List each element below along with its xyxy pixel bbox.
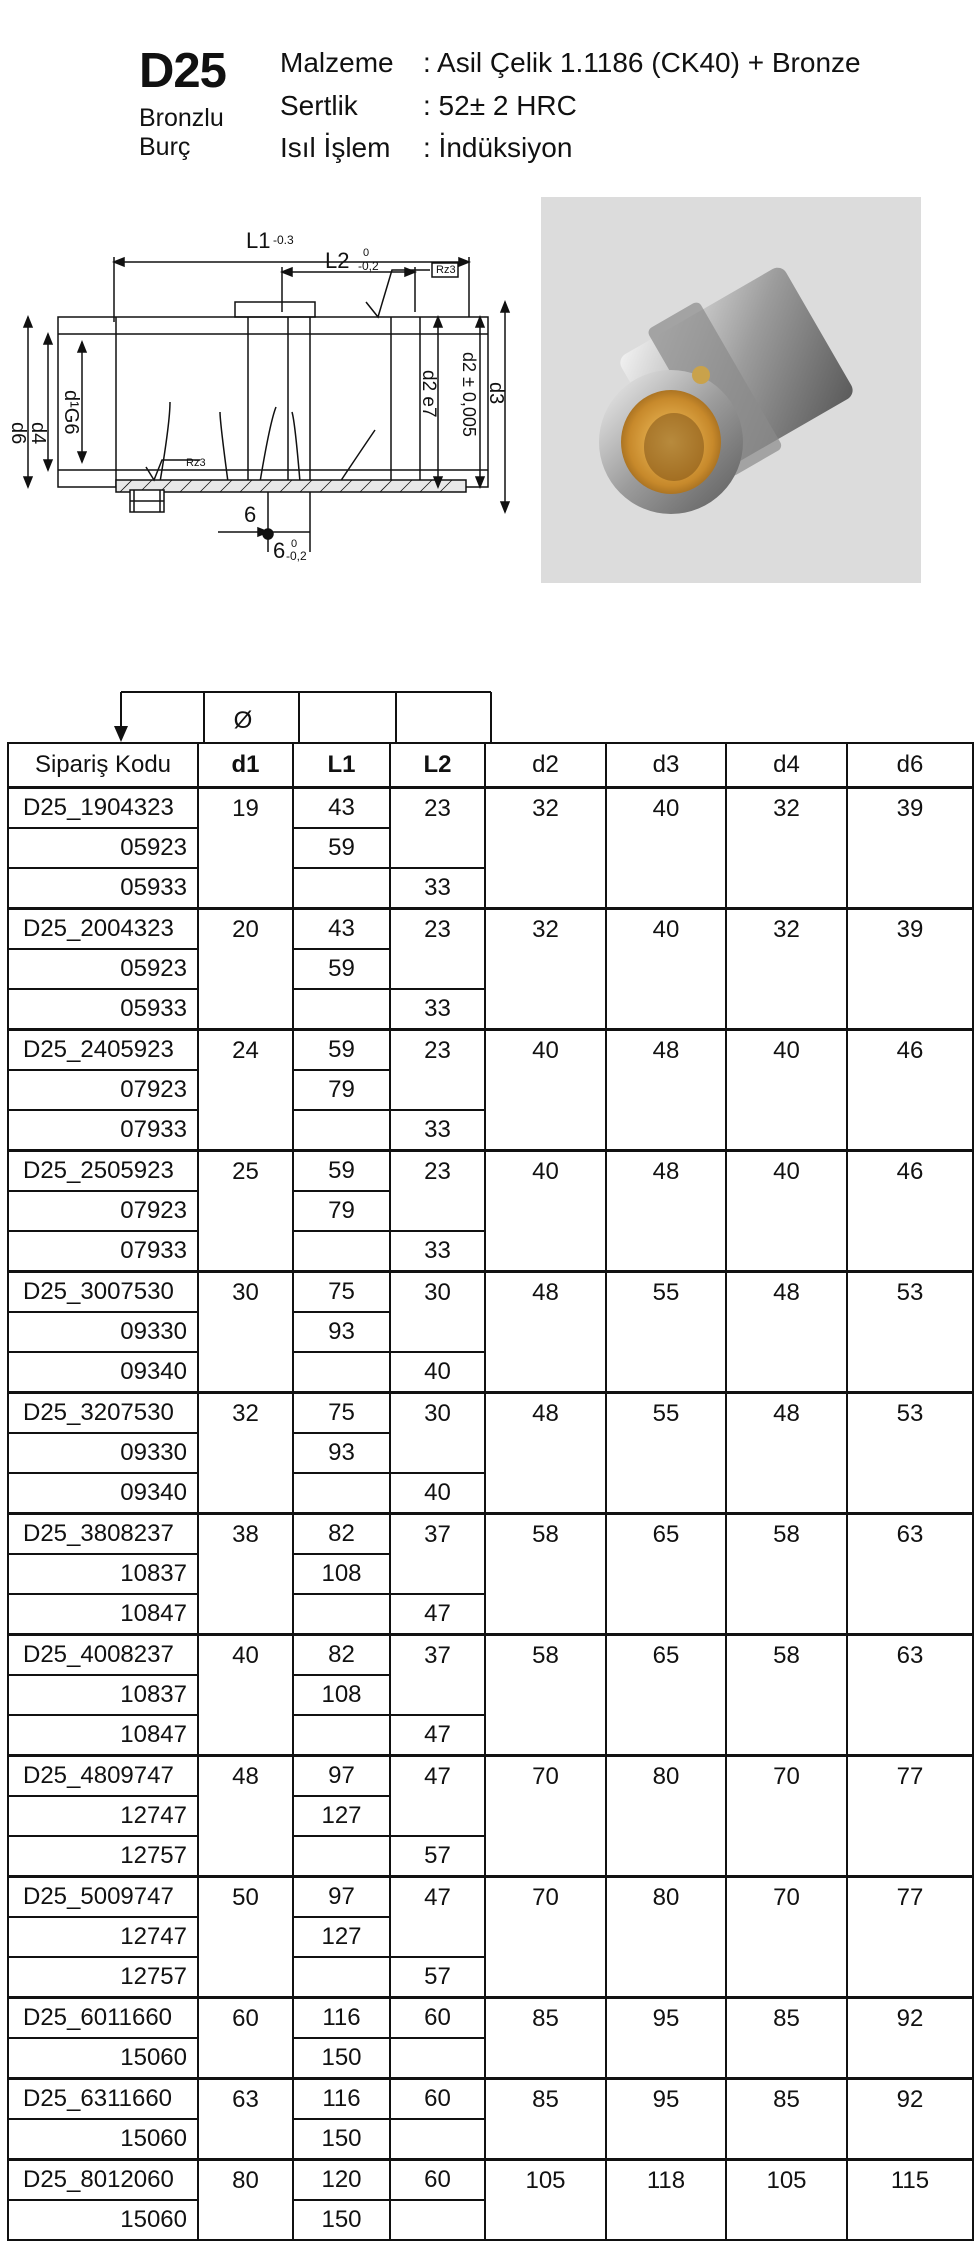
table-row [8,1393,973,1434]
l1-cell [293,1110,390,1151]
dim-d2-tol: d2 ± 0,005 [459,352,479,437]
d3-cell: 118 [606,2160,726,2241]
column-header: L1 [293,743,390,788]
l1-cell: 43 [293,909,390,950]
l1-cell [293,1836,390,1877]
d3-cell: 40 [606,909,726,1030]
order-code-cell: D25_8012060 [8,2160,198,2201]
order-code-cell: 15060 [8,2119,198,2160]
l2-cell: 47 [390,1877,485,1918]
l1-cell: 59 [293,828,390,868]
d4-cell: 70 [726,1756,847,1877]
l1-cell: 120 [293,2160,390,2201]
d2-cell: 58 [485,1635,606,1756]
d4-cell: 58 [726,1514,847,1635]
d2-cell: 105 [485,2160,606,2241]
l2-cell: 30 [390,1393,485,1434]
l1-cell: 93 [293,1312,390,1352]
order-code-cell: 09330 [8,1312,198,1352]
dim-l1: L1 [246,228,271,253]
table-row [8,1635,973,1676]
d4-cell: 32 [726,788,847,909]
column-header: d1 [198,743,293,788]
d2-cell: 40 [485,1030,606,1151]
order-code-cell: 09330 [8,1433,198,1473]
l2-cell: 57 [390,1836,485,1877]
order-code-cell: 05923 [8,949,198,989]
l2-cell: 47 [390,1594,485,1635]
order-code-cell: D25_2505923 [8,1151,198,1192]
d1-cell: 20 [198,909,293,1030]
d3-cell: 48 [606,1030,726,1151]
l1-cell: 59 [293,1151,390,1192]
d3-cell: 65 [606,1635,726,1756]
d1-cell: 24 [198,1030,293,1151]
l1-cell: 43 [293,788,390,829]
order-code-cell: 07933 [8,1110,198,1151]
l2-cell: 57 [390,1957,485,1998]
l2-cell [390,1554,485,1594]
d1-cell: 38 [198,1514,293,1635]
l2-cell [390,2200,485,2240]
l1-cell: 82 [293,1635,390,1676]
d1-cell: 25 [198,1151,293,1272]
l1-cell: 97 [293,1877,390,1918]
l1-cell [293,1473,390,1514]
l1-cell: 116 [293,1998,390,2039]
dim-six-tol-top: 0 [291,538,298,550]
order-code-cell: D25_2405923 [8,1030,198,1071]
l1-cell: 150 [293,2119,390,2160]
order-code-cell: 12757 [8,1957,198,1998]
l2-cell: 33 [390,1110,485,1151]
dim-six-tol-bot: -0,2 [286,549,307,563]
l1-cell: 150 [293,2200,390,2240]
order-code-cell: 07923 [8,1070,198,1110]
order-code-cell: D25_2004323 [8,909,198,950]
d3-cell: 40 [606,788,726,909]
d2-cell: 58 [485,1514,606,1635]
d2-cell: 32 [485,788,606,909]
l2-cell: 30 [390,1272,485,1313]
d4-cell: 48 [726,1272,847,1393]
l1-cell [293,1594,390,1635]
order-code-cell: 07933 [8,1231,198,1272]
l1-cell: 97 [293,1756,390,1797]
table-row [8,1998,973,2039]
dim-d6: d6 [7,422,29,445]
order-code-cell: D25_5009747 [8,1877,198,1918]
order-code-cell: D25_4809747 [8,1756,198,1797]
d6-cell: 92 [847,2079,973,2160]
order-code-cell: 05923 [8,828,198,868]
column-header: d3 [606,743,726,788]
l1-cell: 59 [293,1030,390,1071]
d2-cell: 70 [485,1756,606,1877]
roughness-top: Rz3 [436,264,456,276]
d6-cell: 53 [847,1272,973,1393]
order-code-cell: 12757 [8,1836,198,1877]
order-code-cell: 09340 [8,1473,198,1514]
d3-cell: 80 [606,1877,726,1998]
l2-cell [390,1917,485,1957]
order-code-cell: 10837 [8,1554,198,1594]
dim-six: 6 [244,502,257,527]
d1-cell: 19 [198,788,293,909]
l2-cell: 40 [390,1473,485,1514]
l1-cell [293,868,390,909]
d2-cell: 70 [485,1877,606,1998]
d4-cell: 40 [726,1030,847,1151]
d2-cell: 85 [485,1998,606,2079]
product-code: D25 [139,44,226,98]
d3-cell: 65 [606,1514,726,1635]
l2-cell [390,1796,485,1836]
product-photo [541,197,921,583]
spec-value-heat-treatment: : İndüksiyon [423,132,573,163]
d3-cell: 48 [606,1151,726,1272]
d4-cell: 85 [726,2079,847,2160]
d2-cell: 85 [485,2079,606,2160]
d2-cell: 32 [485,909,606,1030]
order-code-cell: 05933 [8,989,198,1030]
column-header: Sipariş Kodu [8,743,198,788]
l1-cell: 116 [293,2079,390,2120]
l1-cell: 108 [293,1554,390,1594]
d1-cell: 60 [198,1998,293,2079]
order-code-cell: D25_4008237 [8,1635,198,1676]
phi-symbol: Ø [233,707,253,734]
l2-cell: 60 [390,2079,485,2120]
l2-cell [390,1191,485,1231]
l2-cell: 60 [390,1998,485,2039]
d2-cell: 48 [485,1393,606,1514]
l1-cell: 75 [293,1393,390,1434]
l1-cell: 75 [293,1272,390,1313]
l1-cell: 93 [293,1433,390,1473]
d6-cell: 63 [847,1635,973,1756]
dim-l2-tol-top: 0 [363,247,370,259]
product-subtitle-line2: Burç [139,133,191,161]
table-row [8,1756,973,1797]
l2-cell: 40 [390,1352,485,1393]
order-code-cell: 12747 [8,1917,198,1957]
order-code-cell: 07923 [8,1191,198,1231]
column-header: d6 [847,743,973,788]
spec-table-wrapper [7,742,972,2241]
l1-cell [293,1352,390,1393]
l1-cell: 82 [293,1514,390,1555]
d3-cell: 80 [606,1756,726,1877]
order-code-cell: 10837 [8,1675,198,1715]
d3-cell: 55 [606,1272,726,1393]
dim-l2-tol-bot: -0,2 [358,259,379,273]
d6-cell: 39 [847,909,973,1030]
l1-cell: 150 [293,2038,390,2079]
l2-cell [390,1312,485,1352]
l2-cell [390,828,485,868]
d4-cell: 70 [726,1877,847,1998]
dim-d2-e7: d2 e7 [418,370,439,418]
d3-cell: 95 [606,2079,726,2160]
l1-cell: 108 [293,1675,390,1715]
l2-cell: 33 [390,1231,485,1272]
l2-cell [390,1433,485,1473]
d4-cell: 85 [726,1998,847,2079]
spec-table [7,742,974,2241]
l2-cell: 47 [390,1715,485,1756]
order-code-cell: D25_1904323 [8,788,198,829]
d6-cell: 92 [847,1998,973,2079]
order-code-cell: 15060 [8,2038,198,2079]
d6-cell: 46 [847,1030,973,1151]
d6-cell: 39 [847,788,973,909]
spec-label-material: Malzeme [280,47,394,78]
d3-cell: 95 [606,1998,726,2079]
table-row [8,1514,973,1555]
table-row [8,1877,973,1918]
order-code-cell: 15060 [8,2200,198,2240]
d2-cell: 40 [485,1151,606,1272]
d1-cell: 63 [198,2079,293,2160]
table-top-decoration [7,690,972,746]
table-row [8,909,973,950]
roughness-bottom: Rz3 [186,457,206,469]
l2-cell [390,2038,485,2079]
product-subtitle-line1: Bronzlu [139,104,224,132]
spec-label-heat-treatment: Isıl İşlem [280,132,391,163]
l2-cell: 37 [390,1635,485,1676]
column-header: L2 [390,743,485,788]
d6-cell: 63 [847,1514,973,1635]
column-header: d4 [726,743,847,788]
dim-l1-tol: -0.3 [273,233,294,247]
d4-cell: 105 [726,2160,847,2241]
l2-cell [390,1675,485,1715]
l2-cell: 23 [390,1030,485,1071]
table-row [8,1272,973,1313]
l2-cell: 23 [390,788,485,829]
d4-cell: 32 [726,909,847,1030]
d6-cell: 115 [847,2160,973,2241]
table-row [8,2079,973,2120]
spec-label-hardness: Sertlik [280,90,358,121]
l1-cell: 79 [293,1070,390,1110]
d6-cell: 53 [847,1393,973,1514]
dim-d4: d4 [27,422,49,445]
l1-cell: 59 [293,949,390,989]
order-code-cell: D25_3808237 [8,1514,198,1555]
table-row [8,2160,973,2201]
d1-cell: 32 [198,1393,293,1514]
dim-d1: d¹G6 [60,390,82,435]
d6-cell: 77 [847,1756,973,1877]
spec-value-hardness: : 52± 2 HRC [423,90,577,121]
table-row [8,1151,973,1192]
d1-cell: 50 [198,1877,293,1998]
d2-cell: 48 [485,1272,606,1393]
order-code-cell: D25_3207530 [8,1393,198,1434]
order-code-cell: 12747 [8,1796,198,1836]
l1-cell [293,1231,390,1272]
order-code-cell: 10847 [8,1594,198,1635]
dim-d3: d3 [485,382,507,405]
dim-l2: L2 [325,248,350,273]
l2-cell: 60 [390,2160,485,2201]
column-header: d2 [485,743,606,788]
l1-cell: 79 [293,1191,390,1231]
l2-cell: 33 [390,989,485,1030]
l1-cell: 127 [293,1917,390,1957]
l1-cell: 127 [293,1796,390,1836]
table-row [8,788,973,829]
d1-cell: 80 [198,2160,293,2241]
l2-cell [390,1070,485,1110]
order-code-cell: 10847 [8,1715,198,1756]
l2-cell [390,2119,485,2160]
d4-cell: 40 [726,1151,847,1272]
technical-drawing [7,222,520,582]
table-row [8,1030,973,1071]
d1-cell: 30 [198,1272,293,1393]
l2-cell: 33 [390,868,485,909]
order-code-cell: 05933 [8,868,198,909]
d6-cell: 46 [847,1151,973,1272]
l2-cell [390,949,485,989]
spec-value-material: : Asil Çelik 1.1186 (CK40) + Bronze [423,47,861,78]
d3-cell: 55 [606,1393,726,1514]
l1-cell [293,1715,390,1756]
l2-cell: 23 [390,909,485,950]
l2-cell: 37 [390,1514,485,1555]
order-code-cell: 09340 [8,1352,198,1393]
order-code-cell: D25_6011660 [8,1998,198,2039]
d1-cell: 40 [198,1635,293,1756]
l2-cell: 23 [390,1151,485,1192]
dim-six-second: 6 [273,538,286,563]
d1-cell: 48 [198,1756,293,1877]
d6-cell: 77 [847,1877,973,1998]
table-header-row [8,743,973,788]
order-code-cell: D25_6311660 [8,2079,198,2120]
l1-cell [293,989,390,1030]
l2-cell: 47 [390,1756,485,1797]
d4-cell: 58 [726,1635,847,1756]
l1-cell [293,1957,390,1998]
d4-cell: 48 [726,1393,847,1514]
order-code-cell: D25_3007530 [8,1272,198,1313]
